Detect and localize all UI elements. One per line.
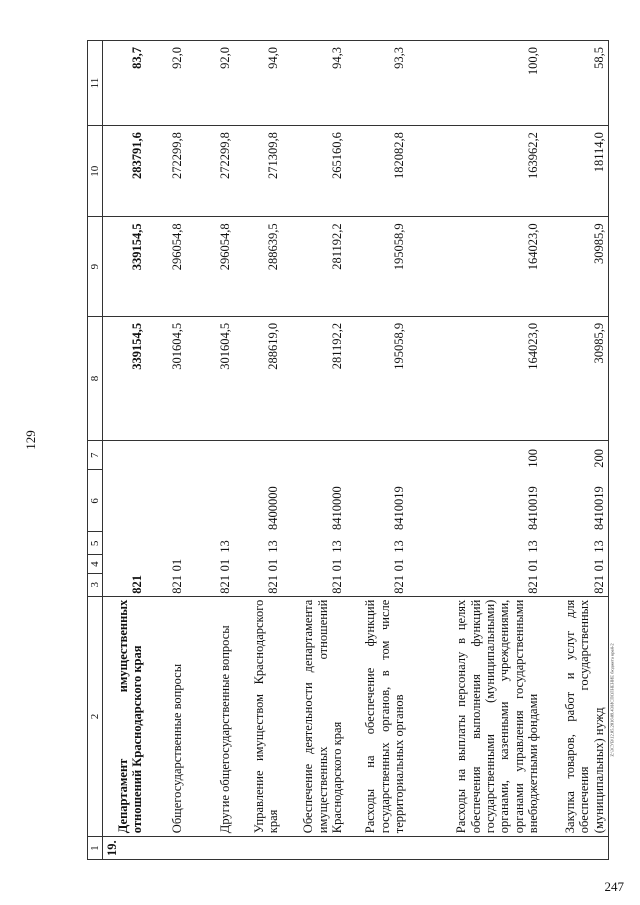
row-code-ministry: 821: [187, 573, 235, 596]
row-number: [187, 837, 235, 860]
row-name: Департамент имущественных отношений Краснодарского края: [103, 596, 147, 837]
row-value-10: 283791,6: [103, 126, 147, 217]
row-name: Расходы на выплаты персоналу в целях обеспечения выполнения функций государственными (муниципальными) органами, казенными учреждениями, органами управления государственными внебюджетными фондами: [409, 596, 543, 837]
table-row: [347, 41, 409, 860]
table-row: [147, 41, 187, 860]
row-value-9: 281192,2: [283, 217, 347, 317]
col-header-4: 4: [88, 555, 103, 574]
row-name: Закупка товаров, работ и услуг для обеспечения государственных (муниципальных) нужд: [543, 596, 609, 837]
row-code-subsection: 13: [526, 540, 541, 553]
row-code-ministry: 821: [409, 573, 543, 596]
row-code-subsection: [103, 532, 147, 555]
row-value-11: 58,5: [543, 41, 609, 126]
row-code-ministry: 821: [103, 573, 147, 596]
row-value-10: 272299,8: [187, 126, 235, 217]
row-value-11: 92,0: [187, 41, 235, 126]
row-value-8: 281192,2: [283, 316, 347, 440]
row-code-ministry: 821: [543, 573, 609, 596]
row-code-target: [147, 470, 187, 532]
col-header-5: 5: [88, 532, 103, 555]
table-row: [187, 41, 235, 860]
row-value-9: 30985,9: [543, 217, 609, 317]
row-value-10: 265160,6: [283, 126, 347, 217]
row-code-section: [103, 555, 147, 574]
row-value-11: 92,0: [147, 41, 187, 126]
row-code-subsection: 13: [392, 540, 407, 553]
row-value-9: 296054,8: [187, 217, 235, 317]
row-value-10: 18114,0: [543, 126, 609, 217]
row-value-11: 83,7: [103, 41, 147, 126]
row-value-10: 271309,8: [235, 126, 283, 217]
row-code-expense-type: [235, 441, 283, 470]
row-value-8: 301604,5: [147, 316, 187, 440]
row-code-section: 01: [543, 555, 609, 574]
row-code-section: 01: [266, 558, 281, 572]
table-row: [103, 41, 147, 860]
row-code-expense-type: [347, 441, 409, 470]
row-code-subsection: 13: [266, 540, 281, 553]
row-value-10: 272299,8: [147, 126, 187, 217]
col-header-9: 9: [88, 217, 103, 317]
col-header-8: 8: [88, 316, 103, 440]
row-value-9: 164023,0: [409, 217, 543, 317]
col-header-7: 7: [88, 441, 103, 470]
row-code-section: 01: [392, 558, 407, 572]
row-number: [543, 837, 609, 860]
budget-table: [87, 40, 609, 860]
col-header-2: 2: [88, 596, 103, 837]
col-header-6: 6: [88, 470, 103, 532]
row-number: [235, 837, 283, 860]
table-row: [409, 41, 543, 860]
row-code-target: 8410000: [330, 486, 345, 530]
row-name: Общегосударственные вопросы: [147, 596, 187, 837]
row-value-9: 288639,5: [235, 217, 283, 317]
row-value-10: 163962,2: [409, 126, 543, 217]
row-number: [347, 837, 409, 860]
row-value-9: 296054,8: [147, 217, 187, 317]
row-value-9: 195058,9: [347, 217, 409, 317]
table-row: [235, 41, 283, 860]
row-value-11: 93,3: [347, 41, 409, 126]
row-code-target: [103, 470, 147, 532]
row-value-9: 339154,5: [103, 217, 147, 317]
row-code-subsection: 13: [330, 540, 345, 553]
table-row: [543, 41, 609, 860]
row-value-8: 164023,0: [409, 316, 543, 440]
col-header-11: 11: [88, 41, 103, 126]
row-code-ministry: 821: [283, 573, 347, 596]
col-header-10: 10: [88, 126, 103, 217]
row-code-expense-type: [187, 441, 235, 470]
row-code-target: 8410019: [543, 470, 609, 532]
row-number: [283, 837, 347, 860]
row-code-expense-type: [283, 441, 347, 470]
row-value-11: 94,0: [235, 41, 283, 126]
row-code-target: [187, 470, 235, 532]
row-code-ministry: 821: [147, 573, 187, 596]
row-value-8: 195058,9: [347, 316, 409, 440]
row-code-expense-type: [103, 441, 147, 470]
row-value-8: 288619,0: [235, 316, 283, 440]
page-number-bottom: 247: [604, 879, 624, 894]
table-row: [283, 41, 347, 860]
row-value-8: 339154,5: [103, 316, 147, 440]
row-number: [409, 837, 543, 860]
row-code-target: 8400000: [266, 486, 281, 530]
row-code-section: 01: [330, 558, 345, 572]
row-value-8: 30985,9: [543, 316, 609, 440]
row-value-10: 182082,8: [347, 126, 409, 217]
row-code-section: 01: [526, 558, 541, 572]
row-code-subsection: [147, 532, 187, 555]
row-code-ministry: 821: [347, 573, 409, 596]
row-value-8: 301604,5: [187, 316, 235, 440]
row-code-ministry: 821: [235, 573, 283, 596]
col-header-3: 3: [88, 573, 103, 596]
row-code-expense-type: 100: [409, 441, 543, 470]
row-code-expense-type: [147, 441, 187, 470]
row-code-target: 8410019: [392, 486, 407, 530]
row-code-expense-type: 200: [543, 441, 609, 470]
row-code-subsection: 13: [218, 540, 233, 553]
row-name: Другие общегосударственные вопросы: [187, 596, 235, 837]
rotated-table-container: [87, 40, 607, 860]
row-code-section: 01: [218, 558, 233, 572]
col-header-1: 1: [88, 837, 103, 860]
header-row: [88, 41, 103, 860]
row-name: Обеспечение деятельности департамента имущественных отношений Краснодарского края: [283, 596, 347, 837]
row-number: [147, 837, 187, 860]
row-name: Расходы на обеспечение функций государственных органов, в том числе территориальных органов: [347, 596, 409, 837]
row-code-section: 01: [170, 558, 185, 572]
row-number: 19.: [103, 837, 147, 860]
row-code-subsection: 13: [543, 532, 609, 555]
row-code-target: 8410019: [526, 486, 541, 530]
row-value-11: 94,3: [283, 41, 347, 126]
row-value-11: 100,0: [409, 41, 543, 126]
row-name: Управление имуществом Краснодарского края: [235, 596, 283, 837]
